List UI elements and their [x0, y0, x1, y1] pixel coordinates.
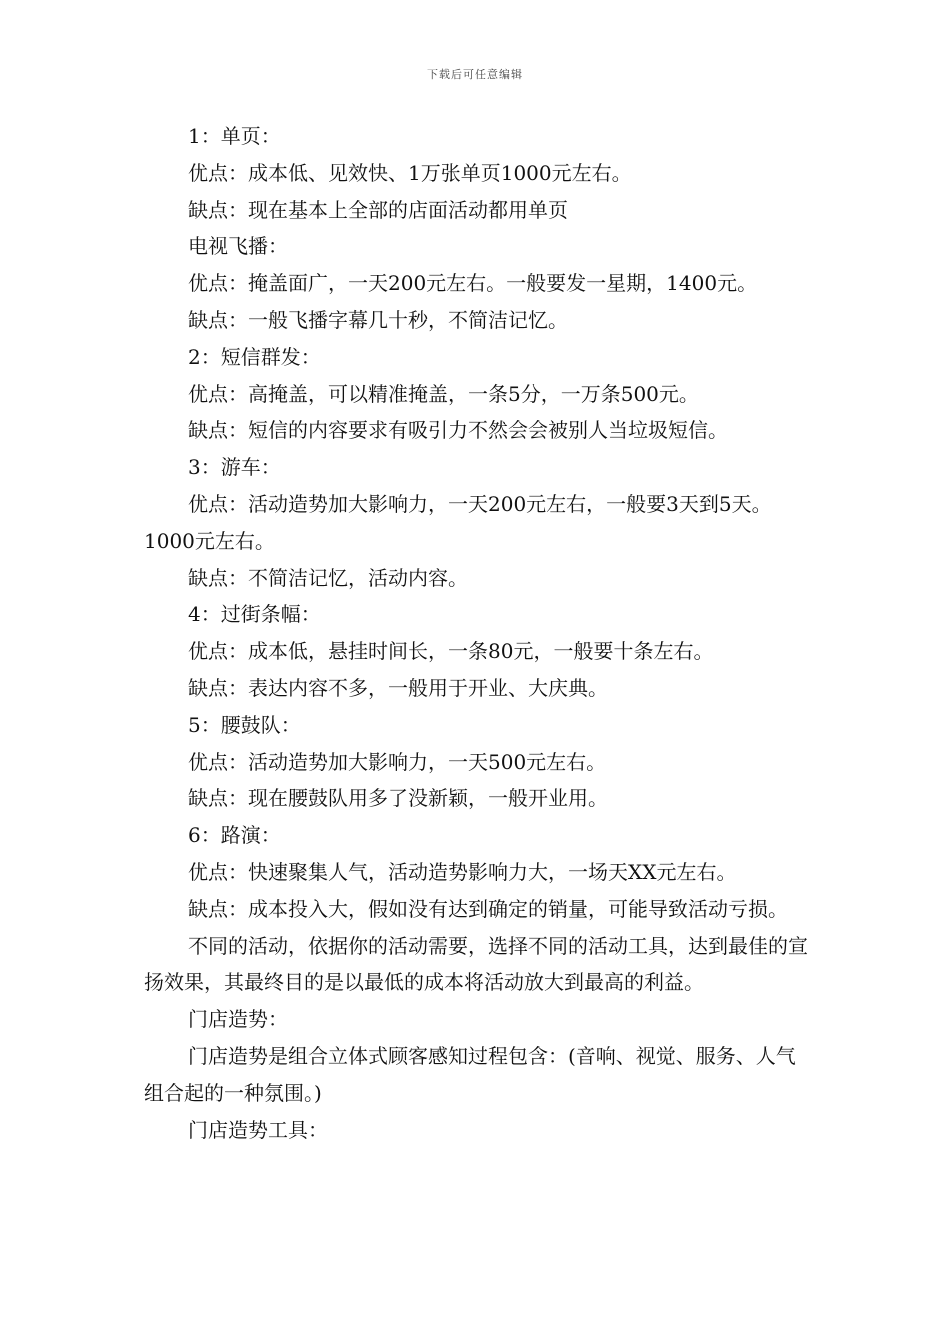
- paragraph: 5：腰鼓队：: [188, 712, 301, 737]
- page-header-note: 下载后可任意编辑: [427, 68, 523, 81]
- paragraph: 门店造势是组合立体式顾客感知过程包含：(音响、视觉、服务、人气组合起的一种氛围。): [144, 1043, 796, 1105]
- paragraph: 优点：掩盖面广，一天200元左右。一般要发一星期，1400元。: [188, 271, 758, 296]
- paragraph: 门店造势：: [188, 1007, 288, 1032]
- paragraph: 优点：活动造势加大影响力，一天200元左右，一般要3天到5天。1000元左右。: [144, 491, 772, 553]
- paragraph: 缺点：表达内容不多，一般用于开业、大庆典。: [188, 675, 608, 700]
- paragraph: 3：游车：: [188, 455, 281, 480]
- paragraph: 缺点：一般飞播字幕几十秒，不简洁记忆。: [188, 307, 568, 332]
- paragraph: 电视飞播：: [188, 234, 288, 259]
- paragraph: 不同的活动，依据你的活动需要，选择不同的活动工具，达到最佳的宣扬效果，其最终目的是以最低的成本将活动放大到最高的利益。: [144, 933, 808, 995]
- paragraph: 缺点：不简洁记忆，活动内容。: [188, 565, 468, 590]
- paragraph: 优点：活动造势加大影响力，一天500元左右。: [188, 749, 607, 774]
- paragraph: 2：短信群发：: [188, 344, 321, 369]
- paragraph: 1：单页：: [188, 124, 281, 148]
- paragraph: 6：路演：: [188, 823, 281, 848]
- paragraph: 优点：成本低、见效快、1万张单页1000元左右。: [188, 160, 632, 185]
- paragraph: 门店造势工具：: [188, 1117, 328, 1142]
- paragraph: 缺点：成本投入大，假如没有达到确定的销量，可能导致活动亏损。: [188, 896, 788, 921]
- paragraph: 优点：快速聚集人气，活动造势影响力大，一场天XX元左右。: [188, 859, 737, 884]
- paragraph: 缺点：现在基本上全部的店面活动都用单页: [188, 197, 568, 222]
- paragraph: 优点：成本低，悬挂时间长，一条80元，一般要十条左右。: [188, 639, 714, 664]
- paragraph: 缺点：短信的内容要求有吸引力不然会会被别人当垃圾短信。: [188, 418, 728, 443]
- paragraph: 缺点：现在腰鼓队用多了没新颖，一般开业用。: [188, 786, 608, 811]
- paragraph: 优点：高掩盖，可以精准掩盖，一条5分，一万条500元。: [188, 381, 699, 406]
- paragraph: 4：过街条幅：: [188, 602, 321, 627]
- document-body: [144, 118, 814, 1148]
